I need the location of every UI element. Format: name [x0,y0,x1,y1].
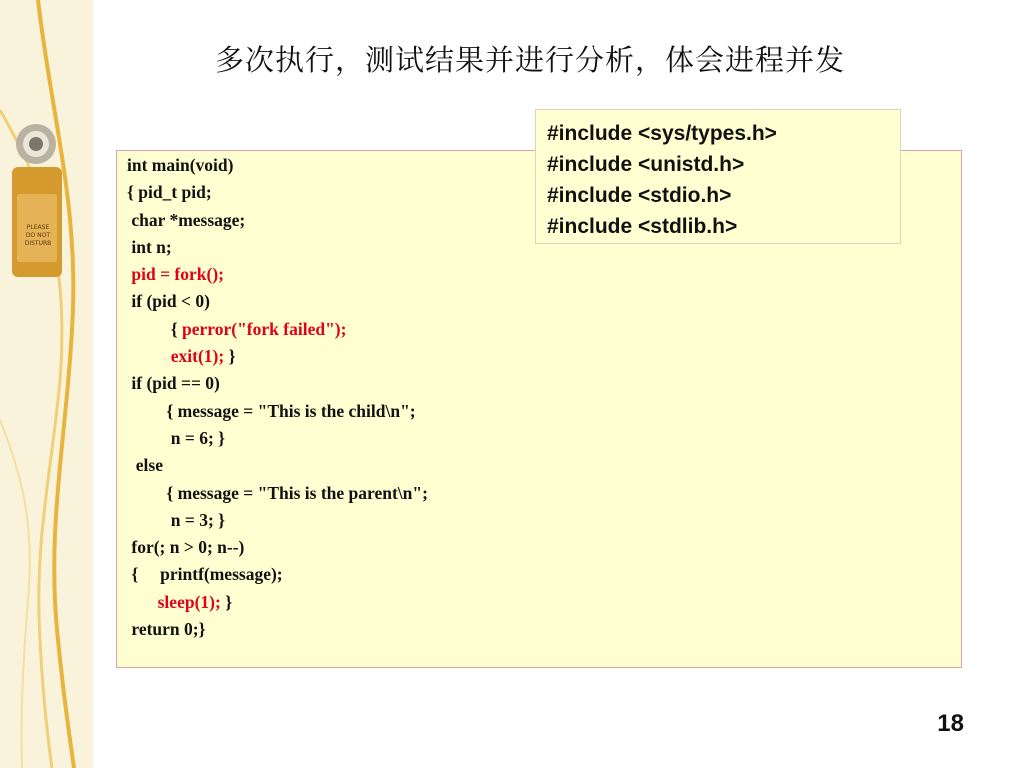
code-text: int main(void) [127,155,234,175]
code-text: n = 3; } [170,509,226,530]
page-number: 18 [937,710,964,737]
decorative-swoosh [0,0,120,768]
code-text: } [224,346,236,367]
code-line [127,288,428,315]
code-line [127,589,428,616]
code-indent [127,483,166,503]
code-indent [127,592,158,612]
include-line: #include <unistd.h> [547,153,745,176]
code-text: if (pid < 0) [131,291,210,312]
code-text: { pid_t pid; [127,182,212,203]
code-line [127,234,428,261]
include-line: #include <stdio.h> [547,184,732,207]
code-text: if (pid == 0) [131,373,220,394]
code-text: for(; n > 0; n--) [131,537,245,558]
code-line [127,343,428,370]
code-line [127,152,428,179]
code-text: else [135,455,163,476]
code-indent [127,428,171,448]
code-listing [127,152,428,643]
code-line [127,398,428,425]
code-line [127,616,428,643]
code-line [127,452,428,479]
code-line [127,316,428,343]
include-line: #include <sys/types.h> [547,122,777,145]
slide-title: 多次执行，测试结果并进行分析，体会进程并发 [214,43,845,77]
code-text: { printf(message); [131,564,283,585]
code-highlight: exit(1); [170,346,225,367]
code-highlight: sleep(1); [157,591,221,612]
code-line [127,261,428,288]
door-hanger-text: PLEASE DO NOT DISTURB [24,224,52,247]
include-line: #include <stdlib.h> [547,215,738,238]
code-line [127,425,428,452]
code-text: { message = "This is the child\n"; [166,400,416,421]
code-line [127,207,428,234]
code-line [127,179,428,206]
code-indent [127,319,171,339]
code-indent [127,510,171,530]
code-line [127,561,428,588]
code-indent [127,455,136,475]
door-hanger-icon [8,122,68,282]
code-line [127,507,428,534]
code-text: char *message; [131,209,246,230]
include-panel [535,109,901,244]
code-line [127,534,428,561]
code-line [127,480,428,507]
code-text: { message = "This is the parent\n"; [166,482,428,503]
code-text: } [220,591,233,612]
code-text: n = 6; } [170,427,226,448]
code-text: { [170,318,183,339]
code-highlight: pid = fork(); [131,264,224,285]
code-text: return 0;} [131,619,206,640]
code-highlight: perror("fork failed"); [182,318,347,339]
code-indent [127,346,171,366]
code-line [127,370,428,397]
code-indent [127,401,166,421]
code-text: int n; [131,236,172,257]
